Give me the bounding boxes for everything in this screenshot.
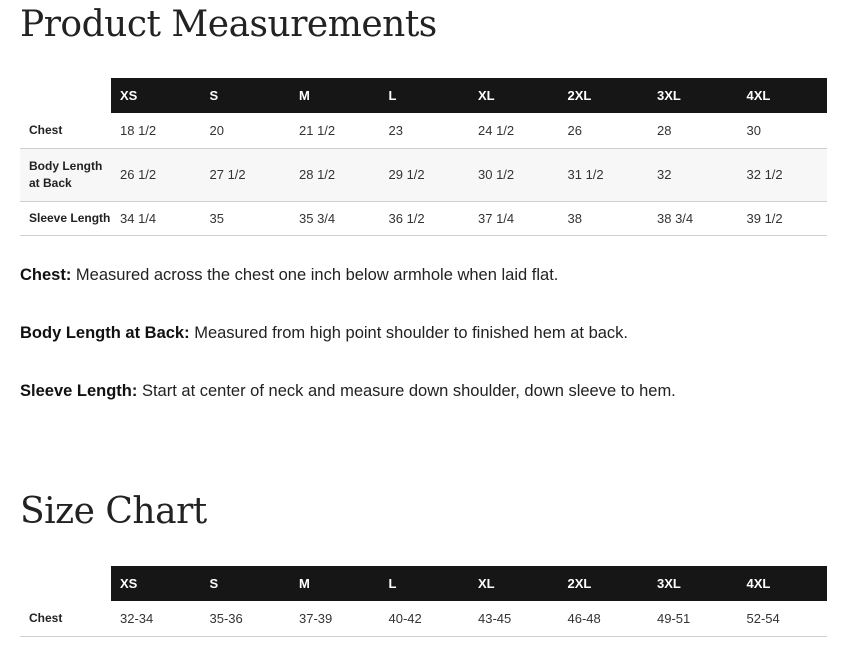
size-header-s: S — [201, 78, 291, 113]
table-cell: 38 3/4 — [648, 201, 738, 235]
table-cell: 24 1/2 — [469, 113, 559, 148]
table-cell: 30 1/2 — [469, 148, 559, 201]
size-chart-title: Size Chart — [20, 491, 207, 532]
table-cell: 28 1/2 — [290, 148, 380, 201]
size-header-4xl: 4XL — [738, 78, 828, 113]
table-cell: 34 1/4 — [111, 201, 201, 235]
table-cell: 30 — [738, 113, 828, 148]
size-header-m: M — [290, 566, 380, 601]
size-header-3xl: 3XL — [648, 78, 738, 113]
table-cell: 49-51 — [648, 601, 738, 636]
size-header-4xl: 4XL — [738, 566, 828, 601]
table-row-chest — [20, 601, 827, 636]
measurements-table — [20, 78, 827, 236]
table-cell: 32 — [648, 148, 738, 201]
table-header-row — [20, 78, 827, 113]
table-cell: 38 — [559, 201, 649, 235]
size-header-m: M — [290, 78, 380, 113]
note-chest — [20, 266, 558, 285]
table-cell: 23 — [380, 113, 470, 148]
size-header-2xl: 2XL — [559, 78, 649, 113]
header-blank-cell — [20, 78, 111, 113]
table-cell: 31 1/2 — [559, 148, 649, 201]
table-header-row — [20, 566, 827, 601]
note-sleeve-length — [20, 382, 676, 401]
size-header-s: S — [201, 566, 291, 601]
table-cell: 35 — [201, 201, 291, 235]
header-blank-cell — [20, 566, 111, 601]
measurements-title: Product Measurements — [20, 4, 437, 45]
table-cell: 39 1/2 — [738, 201, 828, 235]
table-row-body-length — [20, 148, 827, 201]
size-header-xs: XS — [111, 78, 201, 113]
note-text: Measured across the chest one inch below armhole when laid flat. — [71, 266, 559, 284]
note-body-length — [20, 324, 628, 343]
table-cell: 35-36 — [201, 601, 291, 636]
size-header-l: L — [380, 78, 470, 113]
row-label: Chest — [20, 113, 111, 148]
table-cell: 32 1/2 — [738, 148, 828, 201]
table-cell: 36 1/2 — [380, 201, 470, 235]
table-cell: 52-54 — [738, 601, 828, 636]
table-cell: 29 1/2 — [380, 148, 470, 201]
note-term: Sleeve Length: — [20, 382, 138, 400]
table-cell: 20 — [201, 113, 291, 148]
note-term: Chest: — [20, 266, 72, 284]
row-label: Chest — [20, 601, 111, 636]
size-header-l: L — [380, 566, 470, 601]
table-cell: 28 — [648, 113, 738, 148]
table-row-sleeve-length — [20, 201, 827, 235]
row-label: Sleeve Length — [20, 201, 111, 235]
note-text: Start at center of neck and measure down shoulder, down sleeve to hem. — [137, 382, 676, 400]
table-cell: 21 1/2 — [290, 113, 380, 148]
table-cell: 35 3/4 — [290, 201, 380, 235]
size-header-xl: XL — [469, 566, 559, 601]
table-cell: 32-34 — [111, 601, 201, 636]
table-cell: 26 1/2 — [111, 148, 201, 201]
row-label: Body Length at Back — [20, 148, 111, 201]
size-header-xs: XS — [111, 566, 201, 601]
table-cell: 46-48 — [559, 601, 649, 636]
table-row-chest — [20, 113, 827, 148]
size-chart-table — [20, 566, 827, 637]
size-header-3xl: 3XL — [648, 566, 738, 601]
size-header-2xl: 2XL — [559, 566, 649, 601]
table-cell: 37-39 — [290, 601, 380, 636]
table-cell: 40-42 — [380, 601, 470, 636]
size-header-xl: XL — [469, 78, 559, 113]
note-text: Measured from high point shoulder to finished hem at back. — [189, 324, 629, 342]
table-cell: 37 1/4 — [469, 201, 559, 235]
table-cell: 26 — [559, 113, 649, 148]
table-cell: 43-45 — [469, 601, 559, 636]
table-cell: 18 1/2 — [111, 113, 201, 148]
table-cell: 27 1/2 — [201, 148, 291, 201]
note-term: Body Length at Back: — [20, 324, 190, 342]
